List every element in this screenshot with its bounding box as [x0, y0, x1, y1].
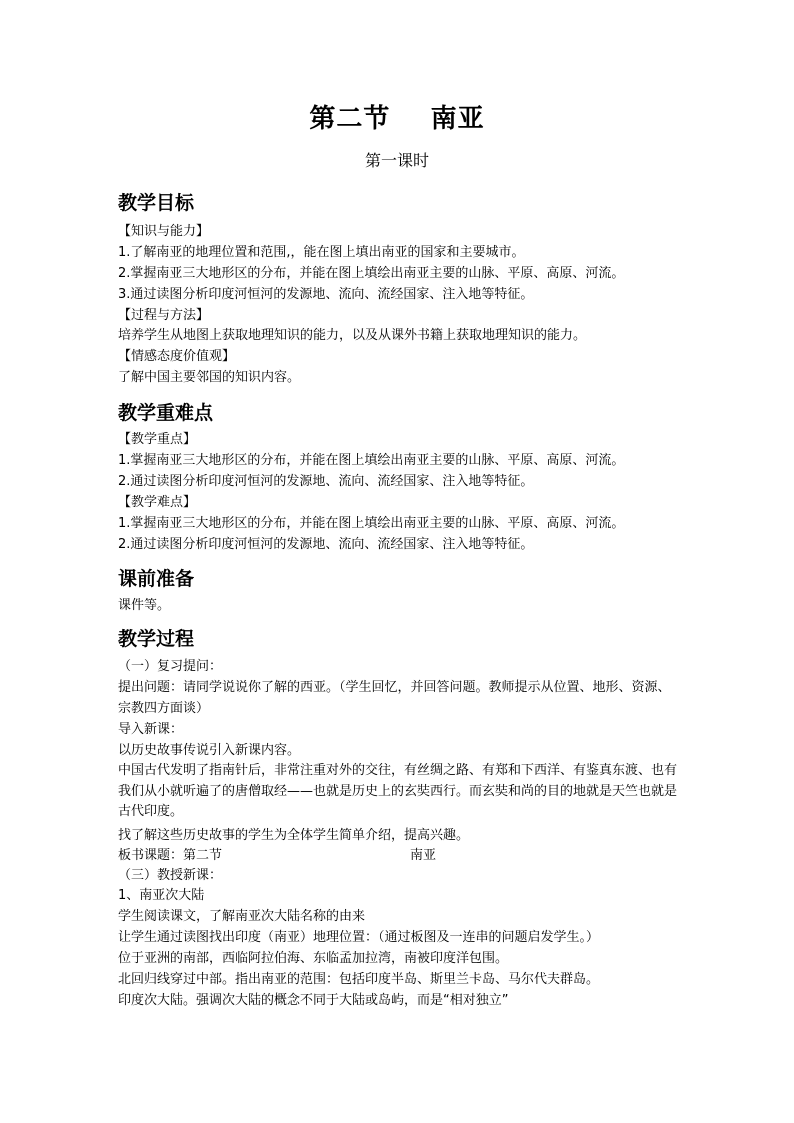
lesson-line: 北回归线穿过中部。指出南亚的范围：包括印度半岛、斯里兰卡岛、马尔代夫群岛。	[118, 972, 600, 987]
page-title: 第二节 南亚	[309, 104, 485, 134]
lesson-line: 位于亚洲的南部，西临阿拉伯海、东临孟加拉湾，南被印度洋包围。	[118, 951, 509, 966]
difficulty-item: 1.掌握南亚三大地形区的分布，并能在图上填绘出南亚主要的山脉、平原、高原、河流。	[118, 516, 625, 531]
section-heading-key-points: 教学重难点	[118, 402, 214, 424]
focus-item: 2.通过读图分析印度河恒河的发源地、流向、流经国家、注入地等特征。	[118, 474, 534, 489]
difficulty-item: 2.通过读图分析印度河恒河的发源地、流向、流经国家、注入地等特征。	[118, 537, 534, 552]
review-label: （一）复习提问：	[118, 659, 223, 674]
section-heading-objectives: 教学目标	[118, 192, 195, 214]
focus-item: 1.掌握南亚三大地形区的分布，并能在图上填绘出南亚主要的山脉、平原、高原、河流。	[118, 453, 625, 468]
emotion-label: 【情感态度价值观】	[118, 349, 236, 364]
section-heading-process: 教学过程	[118, 628, 195, 650]
review-question: 提出问题：请同学说说你了解的西亚。（学生回忆，并回答问题。教师提示从位置、地形、资源、宗教四方面谈）	[118, 680, 671, 716]
lesson-line: 让学生通过读图找出印度（南亚）地理位置：（通过板图及一连串的问题启发学生。）	[118, 930, 600, 945]
focus-label: 【教学重点】	[118, 432, 197, 447]
emotion-text: 了解中国主要邻国的知识内容。	[118, 370, 301, 385]
process-text: 培养学生从地图上获取地理知识的能力，以及从课外书籍上获取地理知识的能力。	[118, 328, 587, 343]
preparation-text: 课件等。	[118, 598, 171, 613]
story-text: 中国古代发明了指南针后，非常注重对外的交往，有丝绸之路、有郑和下西洋、有鉴真东渡、也有我们从小就听遍了的唐僧取经——也就是历史上的玄奘西行。而玄奘和尚的目的地就是天竺也就是古代印度。	[118, 763, 678, 819]
new-lesson-label: （三）教授新课：	[118, 868, 223, 883]
section-heading-preparation: 课前准备	[118, 568, 195, 590]
lesson-line: 印度次大陆。强调次大陆的概念不同于大陆或岛屿，而是“相对独立”	[118, 993, 509, 1008]
board-title	[118, 846, 436, 866]
intro-label: 导入新课：	[118, 722, 184, 737]
difficulty-label: 【教学难点】	[118, 495, 197, 510]
knowledge-label: 【知识与能力】	[118, 224, 210, 239]
subsection-label: 1、南亚次大陆	[118, 888, 205, 903]
student-intro: 找了解这些历史故事的学生为全体学生简单介绍，提高兴趣。	[118, 828, 470, 843]
page-subtitle: 第一课时	[364, 151, 429, 170]
knowledge-item: 2.掌握南亚三大地形区的分布，并能在图上填绘出南亚主要的山脉、平原、高原、河流。	[118, 266, 625, 281]
board-topic: 南亚	[410, 848, 437, 863]
knowledge-item: 3.通过读图分析印度河恒河的发源地、流向、流经国家、注入地等特征。	[118, 287, 534, 302]
board-label: 板书课题：第二节	[118, 848, 223, 863]
process-label: 【过程与方法】	[118, 308, 210, 323]
knowledge-item: 1.了解南亚的地理位置和范围,，能在图上填出南亚的国家和主要城市。	[118, 245, 525, 260]
lesson-line: 学生阅读课文，了解南亚次大陆名称的由来	[118, 909, 366, 924]
intro-text: 以历史故事传说引入新课内容。	[118, 743, 301, 758]
